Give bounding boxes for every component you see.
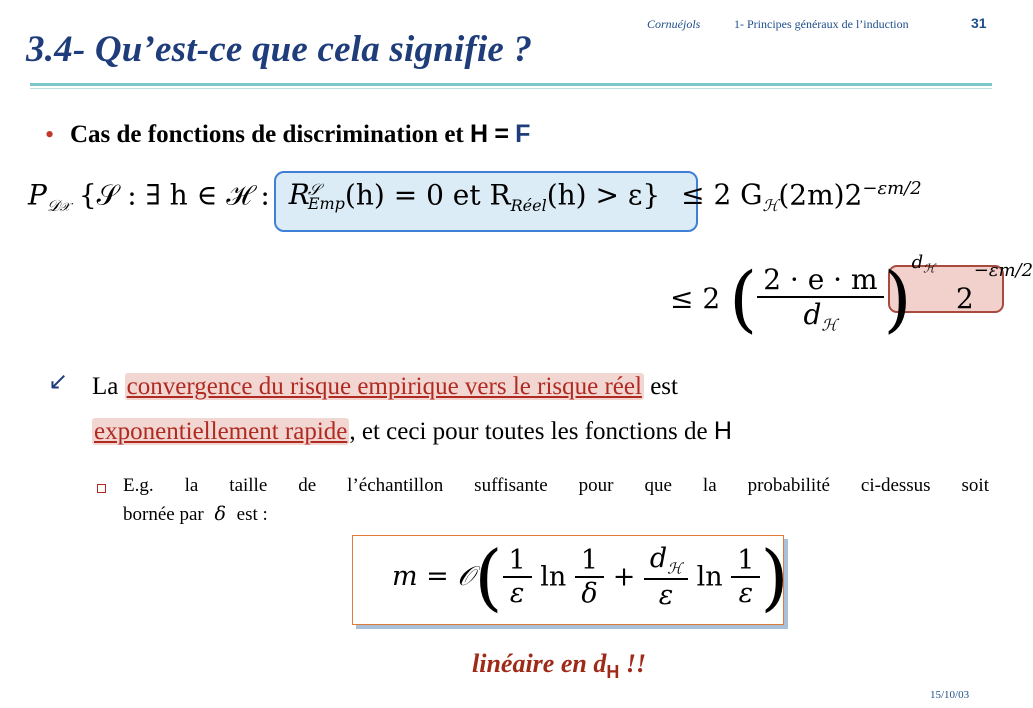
subpoint-sample-size bbox=[123, 472, 989, 529]
equals-sign: = bbox=[494, 120, 509, 148]
eq1-set: {𝒮 : ∃ h ∈ ℋ : bbox=[78, 178, 270, 212]
eq2-den: d bbox=[803, 297, 822, 331]
title-divider bbox=[30, 83, 992, 86]
symbol-h: H bbox=[470, 120, 489, 148]
eq1-middle: (h) = 0 et R bbox=[344, 178, 511, 212]
footer-date: 15/10/03 bbox=[930, 689, 970, 701]
eq1-r-emp: R bbox=[288, 178, 310, 212]
bullet-text: Cas de fonctions de discrimination et bbox=[70, 121, 464, 148]
eq3-ln2: ln bbox=[696, 561, 723, 593]
eq3-f1-num: 1 bbox=[508, 545, 526, 576]
eq1-sub-emp: Emp bbox=[307, 193, 345, 213]
p2-line1: E.g. la taille de l’échantillon suffisante pour que la probabilité ci-dessus soit bbox=[123, 475, 989, 496]
eq1-sub-reel: Réel bbox=[510, 195, 547, 215]
eq1-gt-eps: (h) > ε} bbox=[546, 178, 661, 212]
conclusion-tail: !! bbox=[619, 649, 647, 678]
conclusion-sub: H bbox=[606, 662, 620, 683]
eq2-exp-sub: ℋ bbox=[923, 261, 936, 276]
equation-sample-complexity bbox=[392, 535, 789, 619]
p1-symbol-h: H bbox=[713, 417, 732, 445]
eq3-plus: + bbox=[612, 561, 636, 593]
slide-title: 3.4- Qu’est-ce que cela signifie ? bbox=[26, 29, 533, 70]
eq1-exponent: −εm/2 bbox=[862, 178, 922, 199]
eq3-f4-den: ε bbox=[731, 576, 760, 609]
eq3-open-paren: ( bbox=[474, 535, 503, 619]
p1-text-3: , et ceci pour toutes les fonctions de bbox=[349, 418, 708, 445]
eq2-num: 2 · e · m bbox=[763, 262, 878, 296]
eq3-f3-num: d bbox=[649, 543, 668, 575]
symbol-f: F bbox=[515, 120, 531, 148]
conclusion-linear bbox=[472, 649, 646, 683]
eq3-f1-den: ε bbox=[503, 576, 532, 609]
eq2-exp: d bbox=[911, 252, 924, 273]
p1-text-2: est bbox=[650, 373, 678, 400]
p1-text-1: La bbox=[92, 373, 119, 400]
conclusion-text: linéaire en d bbox=[472, 649, 607, 678]
eq3-f2-num: 1 bbox=[580, 545, 599, 576]
equation-probability-bound: $P_{𝒟𝒳}$ {𝒮 : ∃ h ∈ ℋ : R 𝒮 Emp (h) = 0 et $R_{Réel}(h) > \varepsilon\} \le 2$ $G_ℋ(2m)2^{-\varepsilon m/2}$ bbox=[28, 178, 922, 215]
square-bullet-icon bbox=[97, 484, 106, 493]
eq1-p: P bbox=[28, 178, 47, 212]
bullet-discrimination bbox=[70, 120, 530, 149]
eq3-f4-num: 1 bbox=[737, 545, 755, 576]
p2-line2b: est : bbox=[236, 504, 268, 525]
eq3-close-paren: ) bbox=[760, 535, 789, 619]
eq3-f3-sub: ℋ bbox=[667, 559, 683, 578]
eq1-growth: (2m)2 bbox=[778, 178, 863, 212]
p1-highlight-exponential: exponentiellement rapide bbox=[94, 418, 348, 445]
eq2-open-paren: ( bbox=[729, 256, 758, 341]
bullet-dot-icon: • bbox=[45, 120, 55, 149]
eq2-boxed-exp: −εm/2 bbox=[973, 260, 1033, 281]
p2-delta: δ bbox=[214, 503, 226, 525]
eq3-lhs: m = 𝒪 bbox=[392, 561, 475, 592]
header-author: Cornuéjols bbox=[647, 17, 701, 31]
eq3-ln1: ln bbox=[540, 561, 567, 593]
eq2-fraction bbox=[757, 263, 883, 335]
eq2-leq: ≤ 2 bbox=[670, 282, 721, 315]
equation-vc-bound bbox=[670, 252, 1033, 341]
eq2-base: 2 bbox=[955, 282, 974, 315]
arrow-southwest-icon: ↙ bbox=[48, 367, 69, 395]
eq1-g-sub: ℋ bbox=[762, 195, 779, 215]
p2-line2a: bornée par bbox=[123, 504, 204, 525]
eq2-close-paren: ) bbox=[883, 256, 912, 341]
header-chapter: 1- Principes généraux de l’induction bbox=[734, 17, 909, 31]
eq2-den-sub: ℋ bbox=[821, 315, 838, 335]
page-number: 31 bbox=[971, 15, 987, 31]
title-divider-thin bbox=[30, 88, 992, 89]
eq3-f3-den: ε bbox=[644, 578, 688, 611]
point-convergence bbox=[92, 364, 992, 454]
p1-highlight-convergence: convergence du risque empirique vers le risque réel bbox=[126, 373, 642, 400]
eq3-f2-den: δ bbox=[575, 576, 604, 609]
eq1-leq-g: ≤ 2 G bbox=[681, 178, 763, 212]
eq1-sup: 𝒮 bbox=[307, 179, 321, 199]
